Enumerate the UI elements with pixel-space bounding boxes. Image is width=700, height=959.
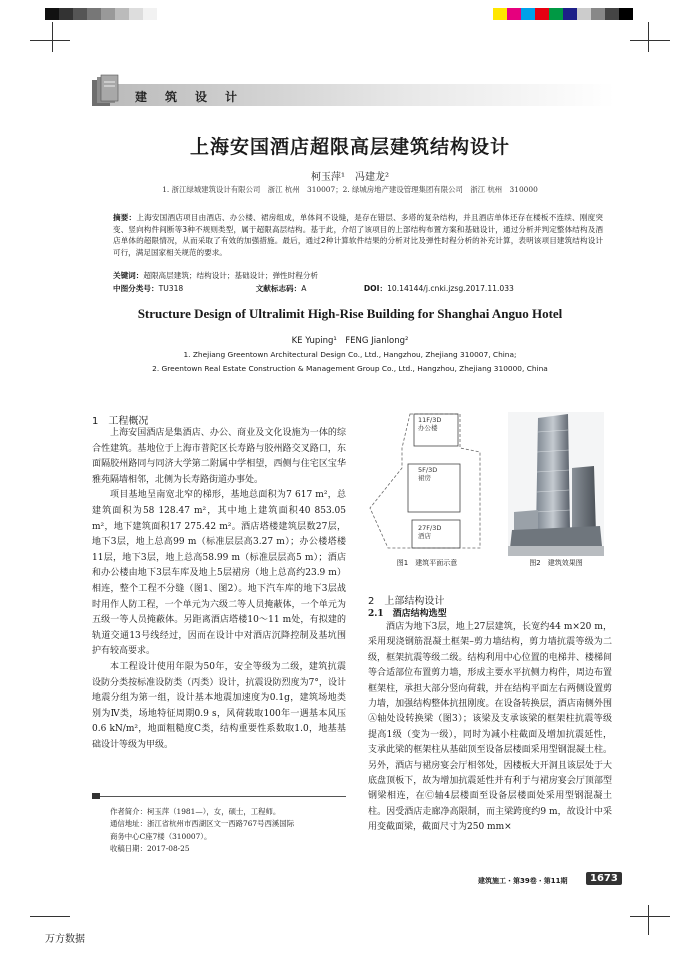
article-title-cn: 上海安国酒店超限高层建筑结构设计 (189, 136, 510, 158)
author-note-line-2: 通信地址：浙江省杭州市西湖区文一西路767号西溪国际 (110, 819, 295, 829)
class-label: 中图分类号： (113, 284, 159, 293)
journal-footer: 建筑施工・第39卷・第11期 (478, 877, 568, 885)
class-value: TU318 (158, 284, 184, 293)
classification-row (113, 283, 603, 294)
crop-mark-tl-v (52, 22, 53, 52)
left-column (92, 426, 346, 753)
crop-mark-tl-h (30, 40, 70, 41)
right-column (368, 620, 612, 836)
fig1-label-hotel: 27F/3D 酒店 (418, 524, 442, 540)
doi-label: DOI： (363, 284, 388, 293)
section-header: 建 筑 设 计 (135, 90, 241, 104)
affiliation-en-1: 1. Zhejiang Greentown Architectural Design Co., Ltd., Hangzhou, Zhejiang 310007, China; (183, 350, 517, 359)
affiliation-en-2: 2. Greentown Real Estate Construction & Management Group Co., Ltd., Hangzhou, Zhejiang 310000, China (152, 364, 548, 373)
author-note-line-1: 作者简介：柯玉萍（1981—），女，硕士，工程师。 (110, 807, 281, 816)
doi-value: 10.14144/j.cnki.jzsg.2017.11.033 (387, 284, 514, 293)
doc-value: A (301, 284, 307, 293)
cmyk-color-bar (493, 8, 633, 20)
grayscale-color-bar (45, 8, 157, 20)
crop-mark-tr-v (648, 22, 649, 52)
figure2-building-rendering (508, 412, 604, 556)
s2-paragraph-1: 酒店为地下3层，地上27层建筑，长宽约44 m×20 m，采用现浇钢筋混凝土框架–剪力墙结构，剪力墙抗震等级为二级，框架抗震等级二级。结构利用中心位置的电梯井、楼梯间等合适部位布置剪力墙，形成主要水平抗侧力构件，周边布置框架柱，承担大部分竖向荷载，并在结构平面左右两侧设置剪力墙，加强结构整体抗扭刚度。在设备转换层，酒店南侧外围Ⓐ轴处设转换梁（图3）；该梁及支承该梁的框架柱抗震等级提高1级（变为一级），同时为减小柱截面及增加抗震延性，支承此梁的框架柱从基础顶至设备层楼面采用型钢混凝土柱。另外，酒店与裙房宴会厅相邻处，因楼板大开洞且该层处于大底盘顶板下，故为增加抗震延性并有利于与裙房宴会厅顶部型钢梁相连，在Ⓒ轴4层楼面至设备层楼面处采用型钢混凝土柱。因受酒店走廊净高限制，而主梁跨度约9 m，故设计中采用变截面梁，截面尺寸为250 mm× (368, 622, 612, 833)
figure1-caption: 图1 建筑平面示意 (396, 559, 458, 567)
crop-mark-tr-h (630, 40, 670, 41)
author-note-line-3: 商务中心C座7楼（310007）。 (110, 831, 212, 841)
crop-mark-br-v (648, 905, 649, 935)
s1-paragraph-3: 本工程设计使用年限为50年，安全等级为二级，建筑抗震设防分类按标准设防类（丙类）设计，抗震设防烈度为7°，设计地震分组为第一组，设计基本地震加速度为0.1g，建筑场地类别为Ⅳ类，场地特征周期0.9 s，风荷载取100年一遇基本风压0.6 kN/m²，地面粗糙度C类，结构重要性系数取1.0，地基基础设计等级为甲级。 (92, 661, 346, 750)
section1-heading: 1 工程概况 (92, 416, 149, 427)
fig1-label-office: 11F/3D 办公楼 (418, 416, 442, 432)
figure2-caption: 图2 建筑效果图 (529, 559, 583, 567)
article-title-en: Structure Design of Ultralimit High-Rise Building for Shanghai Anguo Hotel (137, 306, 563, 321)
authors-cn: 柯玉萍¹ 冯建龙² (310, 172, 390, 183)
doc-label: 文献标志码： (255, 284, 302, 293)
crop-mark-bl-h (30, 916, 70, 917)
source-watermark: 万方数据 (45, 934, 85, 945)
keywords-label: 关键词： (113, 271, 144, 280)
s1-paragraph-2: 项目基地呈南宽北窄的梯形，基地总面积为7 617 m²，总建筑面积为58 128.47 m²，其中地上建筑面积40 853.05 m²，地下建筑面积17 275.42 m²。酒店塔楼建筑层数27层，地下3层，地上总高99 m（标准层层高3.27 m）；办公楼塔楼11层，地下3层，地上总高58.99 m（标准层层高5 m）；酒店和办公楼由地下3层车库及地上5层裙房（地上总高约23.9 m）相连，整个工程不分缝（图1、图2）。地下汽车库的地下3层战时用作人防工程，一个单元为六级二等人员掩蔽体，一个单元为五级一等人员掩蔽体。另距离酒店塔楼10～11 m处，有拟建的轨道交通13号线经过，因而在设计中对酒店沉降控制及基坑围护有较高要求。 (92, 490, 346, 657)
section2-heading: 2 上部结构设计 (368, 596, 445, 607)
author-note-rule (92, 796, 346, 797)
abstract-text: 上海安国酒店项目由酒店、办公楼、裙房组成，单体间不设缝，是存在错层、多塔的复杂结构，并且酒店单体还存在楼板不连续、刚度突变、竖向构件间断等3种不规则类型，属于超限高层结构。基于此，介绍了该项目的上部结构布置方案和基础设计，通过分析并判定整体结构及酒店单体的超限情况，从而采取了有效的加强措施。最后，通过2种计算软件结果的分析对比及弹性时程分析的补充计算，表明该项目建筑结构设计可行，满足国家相关规范的要求。 (113, 213, 603, 257)
page-number: 1673 (586, 872, 622, 885)
section2-1-heading: 2.1 酒店结构选型 (368, 609, 447, 619)
fig1-label-podium: 5F/3D 裙房 (418, 466, 438, 482)
author-note-marker (92, 793, 100, 799)
authors-en: KE Yuping¹ FENG Jianlong² (291, 336, 409, 346)
s1-paragraph-1: 上海安国酒店是集酒店、办公、商业及文化设施为一体的综合性建筑。基地位于上海市普陀区长寿路与胶州路交叉路口，东面隔胶州路同与同济大学第二附属中学相望，西侧与住宅区宝华雅苑隔墙相邻，北侧为长寿路街道办事处。 (92, 428, 346, 485)
keywords-text: 超限高层建筑；结构设计；基础设计；弹性时程分析 (143, 271, 319, 280)
keywords (113, 270, 603, 281)
author-note-line-4: 收稿日期：2017-08-25 (110, 844, 190, 854)
crop-mark-br-h (630, 916, 670, 917)
abstract-label: 摘要： (113, 213, 137, 222)
book-stack-icon (90, 74, 120, 110)
abstract (113, 212, 603, 258)
author-note (110, 806, 345, 856)
affiliations-cn: 1. 浙江绿城建筑设计有限公司 浙江 杭州 310007；2. 绿城房地产建设管理集团有限公司 浙江 杭州 310000 (162, 185, 538, 194)
